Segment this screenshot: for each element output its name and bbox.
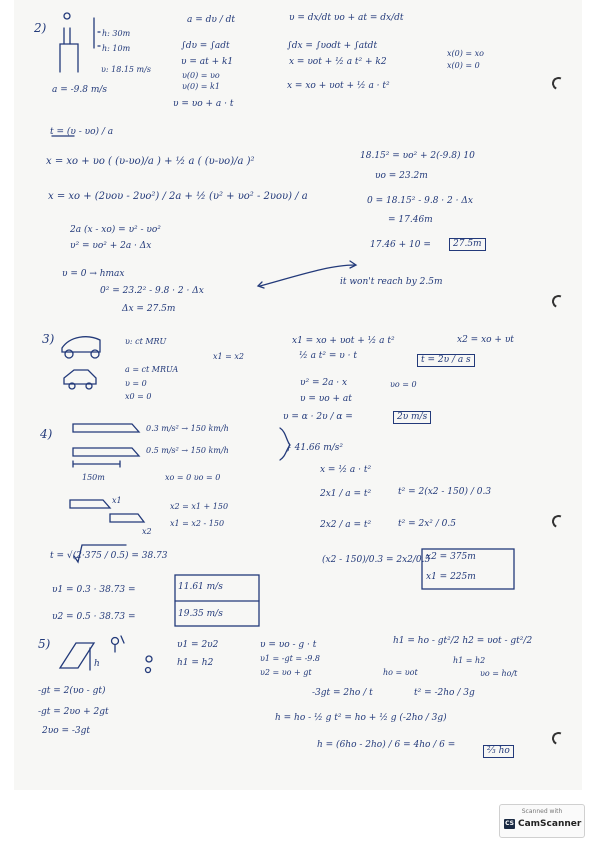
camscanner-badge[interactable] — [499, 804, 585, 838]
note-line-c5: x(0) = xo — [447, 49, 484, 58]
note-line-h2: 0.5 m/s² → 150 km/h — [146, 446, 229, 455]
note-line-d2: x = xo + υo ( (υ-υo)/a ) + ½ a ( (υ-υo)/a )² — [46, 156, 255, 167]
note-line-h15: t = √(2·375 / 0.5) = 38.73 — [50, 551, 168, 561]
note-line-f3: a = ct MRUA — [125, 365, 179, 374]
note-line-d7: 0² = 23.2² - 9.8 · 2 · Δx — [100, 286, 204, 296]
note-line-j2: -gt = 2υo + 2gt — [38, 707, 109, 717]
note-line-h8: t² = 2(x2 - 150) / 0.3 — [398, 487, 492, 497]
note-line-n4: 4) — [40, 427, 53, 441]
note-line-a4: a = -9.8 m/s — [52, 85, 108, 95]
note-line-b1: a = dυ / dt — [187, 15, 235, 25]
note-line-h6: x = ½ a · t² — [320, 465, 372, 475]
note-line-f4: υ = 0 — [125, 379, 147, 388]
note-line-e6: 27.5m — [449, 238, 486, 251]
note-line-f5: x0 = 0 — [125, 392, 152, 401]
note-line-h7: 2x1 / a = t² — [320, 489, 372, 499]
note-line-h4: 150m — [82, 473, 105, 482]
note-line-a1: h: 30m — [102, 29, 131, 38]
scanned-with-label: Scanned with — [521, 808, 563, 815]
note-line-g4: t = 2υ / a s — [417, 354, 475, 367]
note-line-h17: x2 = 375m — [426, 552, 476, 562]
note-line-e1: 18.15² = υo² + 2(-9.8) 10 — [360, 151, 475, 161]
note-line-c2: ∫dx = ∫υodt + ∫atdt — [287, 41, 378, 51]
note-line-j6: h = ho - ½ g t² = ho + ½ g (-2ho / 3g) — [275, 713, 447, 723]
note-line-g2: x2 = xo + υt — [457, 335, 514, 345]
note-line-a3: υ: 18.15 m/s — [101, 65, 151, 74]
note-line-i3: h — [94, 659, 100, 669]
note-line-g3: ½ a t² = υ · t — [299, 351, 357, 361]
note-line-e2: υo = 23.2m — [375, 171, 428, 181]
note-line-g5: υ² = 2a · x — [300, 378, 348, 388]
note-line-c3: x = υot + ½ a t² + k2 — [289, 57, 387, 67]
note-line-h10: x2 = x1 + 150 — [170, 502, 229, 511]
note-line-f1: υ: ct MRU — [125, 337, 167, 346]
note-line-h1: 0.3 m/s² → 150 km/h — [146, 424, 229, 433]
camscanner-brand: CamScanner — [518, 819, 582, 829]
note-line-h14: x2 — [142, 527, 152, 536]
note-line-h16: (x2 - 150)/0.3 = 2x2/0.5 — [322, 555, 431, 565]
note-line-i7: ho = υot — [383, 668, 418, 677]
note-line-e4: = 17.46m — [388, 215, 433, 225]
note-line-j7: h = (6ho - 2ho) / 6 = 4ho / 6 = — [317, 740, 456, 750]
note-line-d4: 2a (x - xo) = υ² - υo² — [70, 225, 161, 235]
note-line-g7: υ = υo + at — [300, 394, 352, 404]
note-line-g8: υ = α · 2υ / α = — [283, 412, 353, 422]
note-line-b2: ∫dυ = ∫adt — [181, 41, 230, 51]
note-line-i4: υ = υo - g · t — [260, 640, 317, 650]
note-line-i6: υ2 = υo + gt — [260, 668, 312, 677]
note-line-i1: υ1 = 2υ2 — [177, 640, 219, 650]
note-line-h20: 11.61 m/s — [178, 582, 223, 592]
note-line-n5: 5) — [38, 637, 51, 651]
note-line-e5: 17.46 + 10 = — [370, 240, 431, 250]
note-line-h3: } 41.66 m/s² — [286, 443, 344, 453]
note-line-i9: h1 = h2 — [453, 656, 486, 665]
note-line-b4: υ(0) = υo — [182, 71, 220, 80]
note-line-d5: υ² = υo² + 2a · Δx — [70, 241, 152, 251]
note-line-i8: h1 = ho - gt²/2 h2 = υot - gt²/2 — [393, 636, 533, 646]
note-line-h12: 2x2 / a = t² — [320, 520, 372, 530]
note-line-d6: υ = 0 → hmax — [62, 269, 125, 279]
note-line-c4: x = xo + υot + ½ a · t² — [287, 81, 390, 91]
note-line-j8: ⅔ ho — [483, 745, 514, 758]
note-line-n3: 3) — [42, 332, 55, 346]
note-line-h9: x1 — [112, 496, 122, 505]
note-line-b6: υ = υo + a · t — [173, 99, 234, 109]
note-line-i5: υ1 = -gt = -9.8 — [260, 654, 320, 663]
note-line-c1: υ = dx/dt υo + at = dx/dt — [289, 13, 404, 23]
note-line-g6: υo = 0 — [390, 380, 417, 389]
note-line-h19: υ1 = 0.3 · 38.73 = — [52, 585, 136, 595]
note-line-d8: Δx = 27.5m — [122, 304, 176, 314]
note-line-j5: t² = -2ho / 3g — [414, 688, 475, 698]
note-line-h11: x1 = x2 - 150 — [170, 519, 225, 528]
note-line-b3: υ = at + k1 — [181, 57, 234, 67]
note-line-e3: 0 = 18.15² - 9.8 · 2 · Δx — [367, 196, 473, 206]
note-line-h18: x1 = 225m — [426, 572, 476, 582]
note-line-c6: x(0) = 0 — [447, 61, 480, 70]
note-line-f2: x1 = x2 — [213, 352, 244, 361]
note-line-e7: it won't reach by 2.5m — [340, 277, 443, 287]
note-line-d3: x = xo + (2υoυ - 2υo²) / 2a + ½ (υ² + υo² - 2υoυ) / a — [48, 191, 308, 202]
note-line-h5: xo = 0 υo = 0 — [165, 473, 221, 482]
note-line-j4: -3gt = 2ho / t — [312, 688, 373, 698]
note-line-g9: 2υ m/s — [393, 411, 431, 424]
note-line-j3: 2υo = -3gt — [42, 726, 91, 736]
note-line-n2: 2) — [34, 21, 47, 35]
camscanner-logo-icon: CS — [505, 820, 514, 827]
note-line-i2: h1 = h2 — [177, 658, 214, 668]
note-line-h21: υ2 = 0.5 · 38.73 = — [52, 612, 136, 622]
note-line-i10: υo = ho/t — [480, 669, 518, 678]
note-line-b5: υ(0) = k1 — [182, 82, 220, 91]
note-line-h22: 19.35 m/s — [178, 609, 223, 619]
note-line-g1: x1 = xo + υot + ½ a t² — [292, 336, 395, 346]
note-line-a2: h: 10m — [102, 44, 131, 53]
note-line-j1: -gt = 2(υo - gt) — [38, 686, 106, 696]
note-line-h13: t² = 2x² / 0.5 — [398, 519, 456, 529]
note-line-d1: t = (υ - υo) / a — [50, 127, 114, 137]
